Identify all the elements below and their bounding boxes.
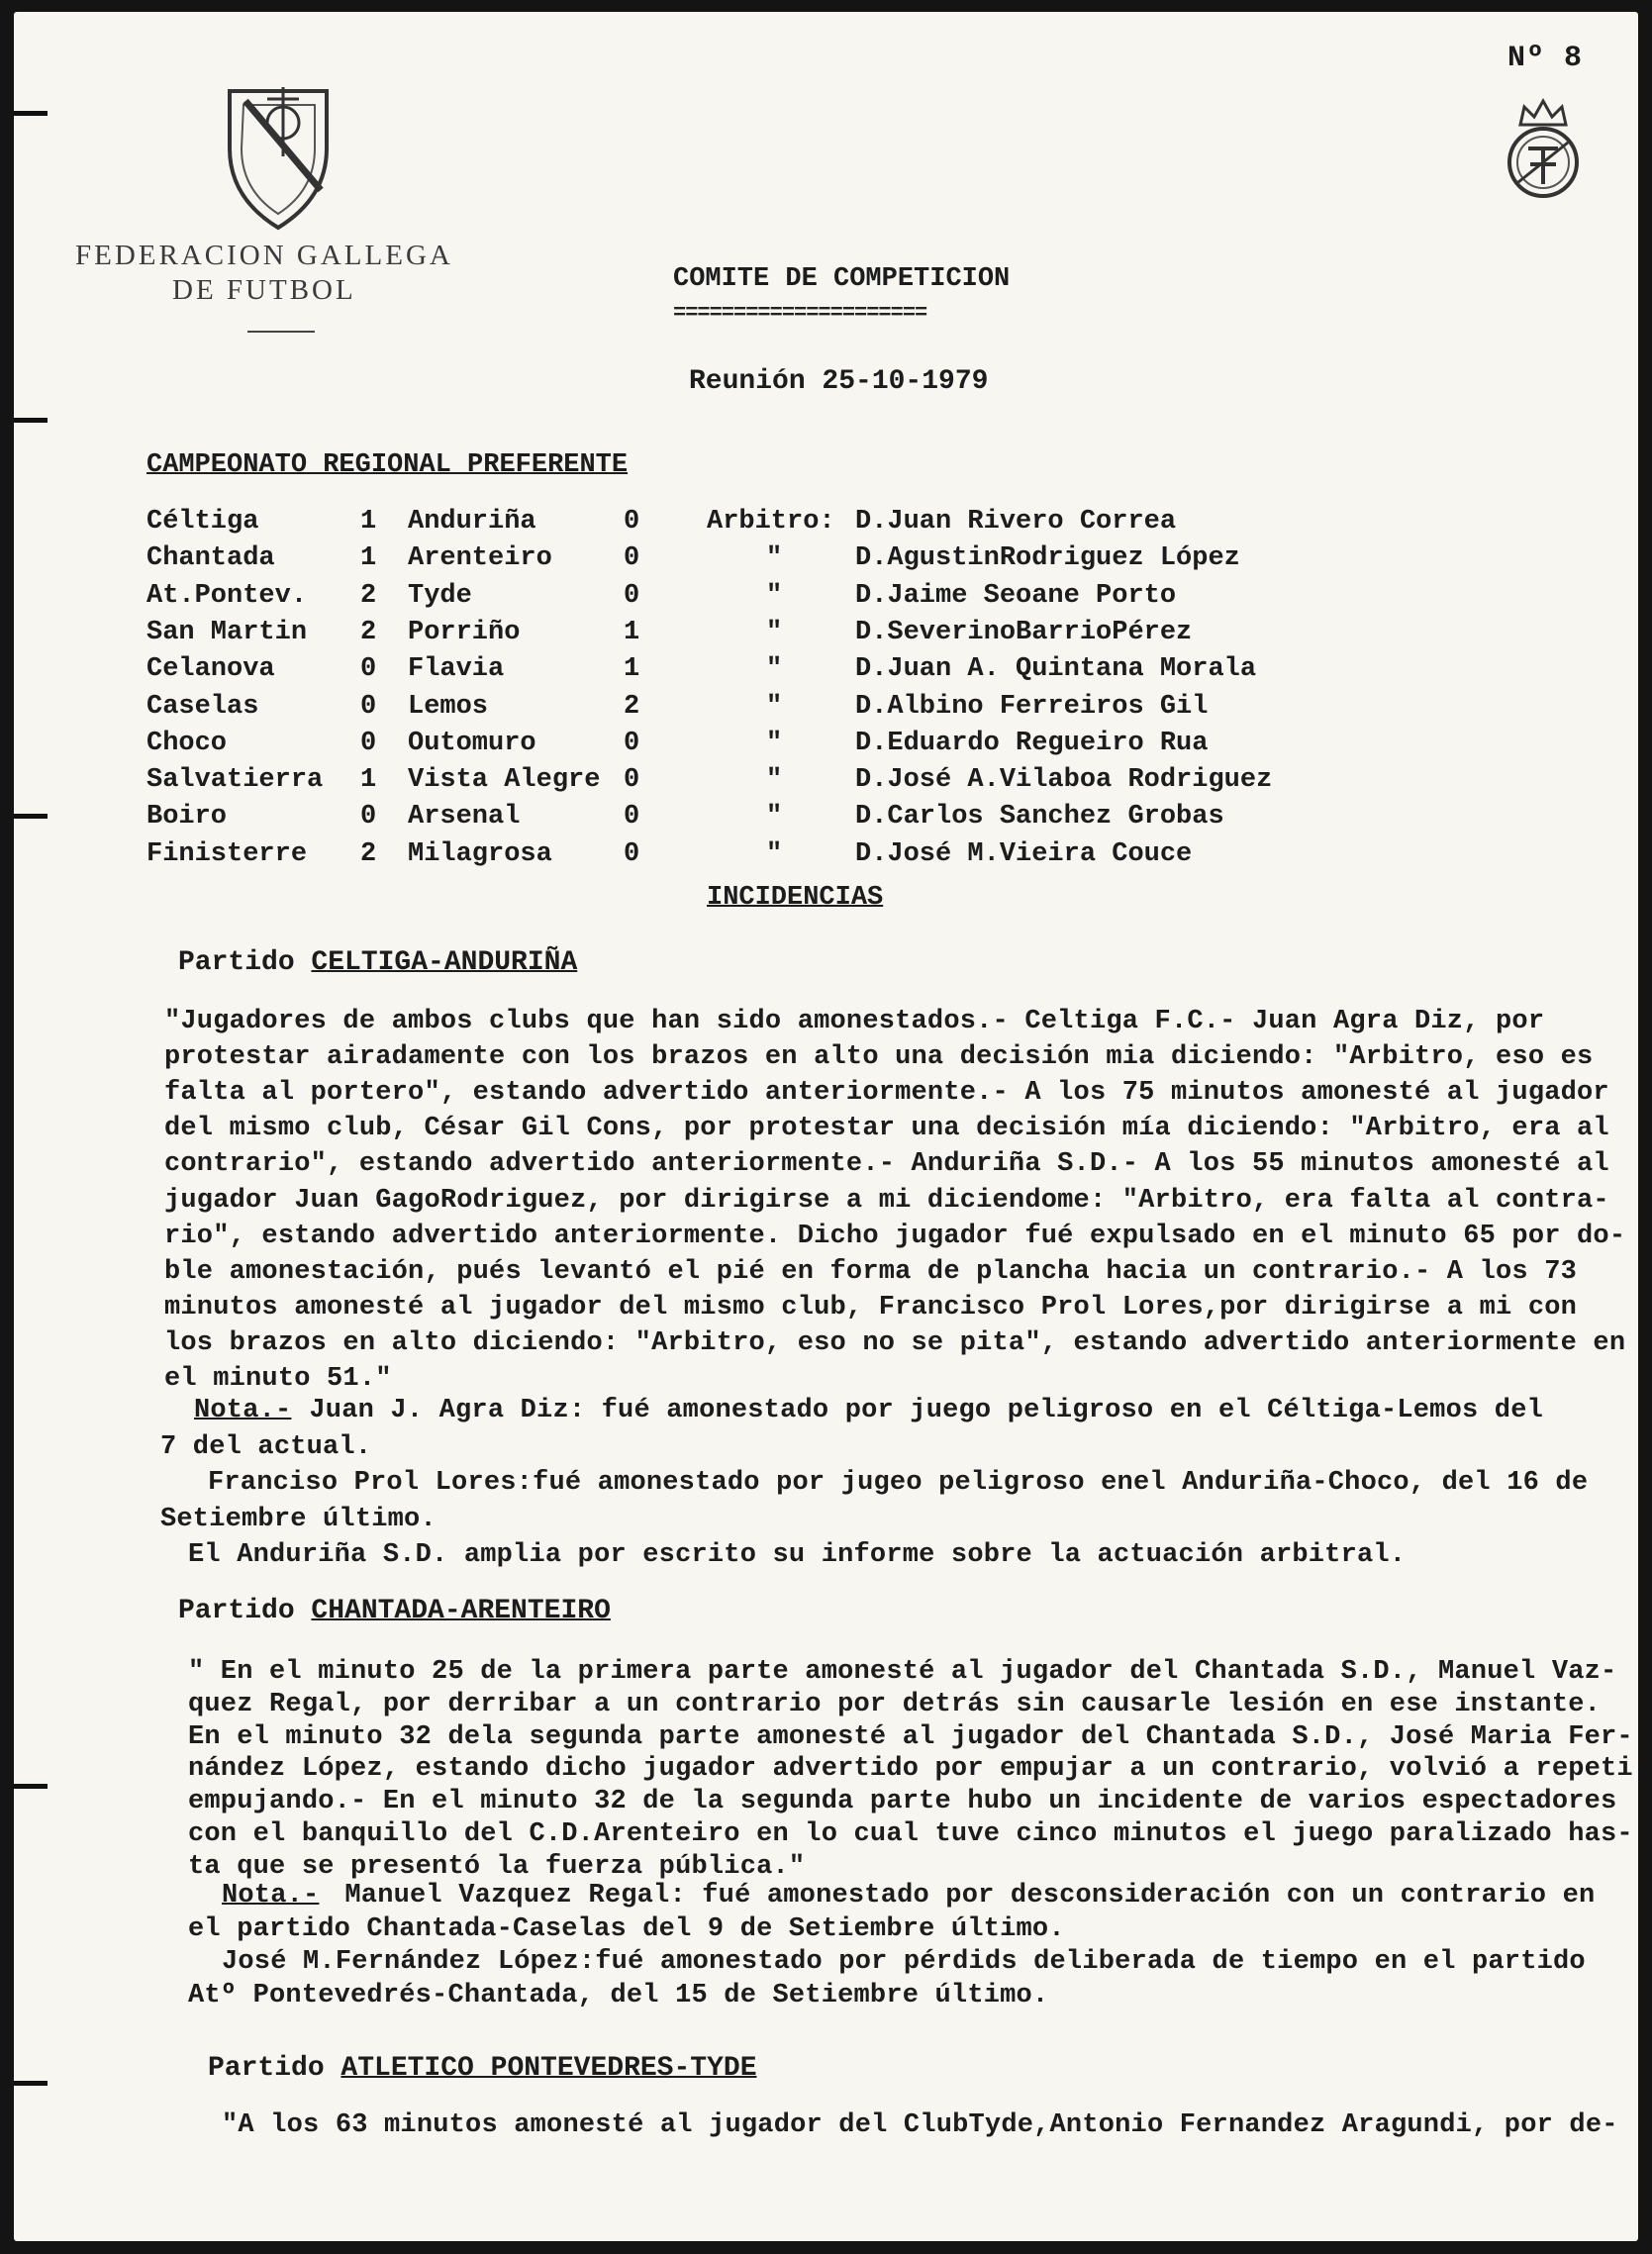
home-team: Caselas bbox=[146, 691, 259, 722]
document-page bbox=[14, 12, 1638, 2241]
report-line: protestar airadamente con los brazos en alto una decisión mia diciendo: "Arbitro, eso es bbox=[164, 1042, 1594, 1073]
away-team: Arsenal bbox=[408, 802, 521, 833]
away-goals: 1 bbox=[624, 617, 640, 647]
federation-rule bbox=[247, 331, 315, 333]
referee-mark: " bbox=[766, 580, 783, 611]
home-goals: 0 bbox=[360, 802, 377, 833]
referee-name: D.Jaime Seoane Porto bbox=[855, 580, 1177, 611]
home-goals: 0 bbox=[360, 728, 377, 758]
away-goals: 0 bbox=[624, 507, 640, 537]
referee-mark: " bbox=[766, 691, 783, 722]
report-line: con el banquillo del C.D.Arenteiro en lo cual tuve cinco minutos el juego paralizado has- bbox=[188, 1819, 1633, 1849]
home-goals: 2 bbox=[360, 580, 377, 611]
binding-mark bbox=[14, 814, 48, 819]
away-team: Lemos bbox=[408, 691, 489, 722]
match-title-celtiga-andurina bbox=[178, 947, 577, 978]
away-team: Tyde bbox=[408, 580, 472, 611]
report-line: nández López, estando dicho jugador advertido por empujar a un contrario, volvió a repeti bbox=[188, 1754, 1633, 1785]
home-goals: 1 bbox=[360, 543, 377, 574]
match-label: Partido bbox=[178, 1596, 312, 1626]
binding-mark bbox=[14, 1784, 48, 1789]
report-line: los brazos en alto diciendo: "Arbitro, eso no se pita", estando advertido anteriormente en bbox=[164, 1327, 1626, 1358]
nota-line: Atº Pontevedrés-Chantada, del 15 de Setiembre último. bbox=[188, 1980, 1049, 2010]
match-name: CHANTADA-ARENTEIRO bbox=[311, 1596, 611, 1626]
title-underline: ===================== bbox=[673, 301, 927, 326]
report-line: del mismo club, César Gil Cons, por protestar una decisión mía diciendo: "Arbitro, era al bbox=[164, 1114, 1609, 1144]
referee-name: D.Juan A. Quintana Morala bbox=[855, 654, 1257, 685]
away-team: Flavia bbox=[408, 654, 505, 685]
home-goals: 0 bbox=[360, 654, 377, 685]
match-title-chantada-arenteiro bbox=[178, 1596, 611, 1626]
home-team: San Martin bbox=[146, 617, 308, 647]
referee-name: D.AgustinRodriguez López bbox=[855, 543, 1240, 574]
home-team: Celanova bbox=[146, 654, 275, 685]
nota-line: el partido Chantada-Caselas del 9 de Setiembre último. bbox=[188, 1913, 1065, 1944]
crown-emblem-logo bbox=[1499, 93, 1588, 204]
away-goals: 0 bbox=[624, 765, 640, 796]
home-team: Finisterre bbox=[146, 838, 308, 869]
home-team: At.Pontev. bbox=[146, 580, 308, 611]
referee-mark: " bbox=[766, 838, 783, 869]
home-goals: 2 bbox=[360, 838, 377, 869]
away-goals: 1 bbox=[624, 654, 640, 685]
report-line: quez Regal, por derribar a un contrario por detrás sin causarle lesión en ese instante. bbox=[188, 1689, 1602, 1719]
report-line: contrario", estando advertido anteriormente.- Anduriña S.D.- A los 55 minutos amonesté al bbox=[164, 1149, 1609, 1180]
report-line: "Jugadores de ambos clubs que han sido amonestados.- Celtiga F.C.- Juan Agra Diz, por bbox=[164, 1007, 1545, 1036]
nota-line: Juan J. Agra Diz: fué amonestado por juego peligroso en el Céltiga-Lemos del bbox=[293, 1396, 1544, 1425]
federation-shield-logo bbox=[224, 79, 333, 236]
report-line: En el minuto 32 dela segunda parte amonesté al jugador del Chantada S.D., José Maria Fer- bbox=[188, 1721, 1633, 1752]
binding-mark bbox=[14, 2081, 48, 2086]
report-line: ble amonestación, pués levantó el pié en forma de plancha hacia un contrario.- A los 73 bbox=[164, 1256, 1578, 1287]
away-team: Milagrosa bbox=[408, 838, 552, 869]
report-line: ta que se presentó la fuerza pública." bbox=[188, 1851, 806, 1882]
report-line: " En el minuto 25 de la primera parte amonesté al jugador del Chantada S.D., Manuel Vaz- bbox=[188, 1657, 1617, 1687]
meeting-date: Reunión 25-10-1979 bbox=[689, 366, 989, 397]
match-label: Partido bbox=[208, 2053, 341, 2084]
match-title-atletico-tyde bbox=[208, 2053, 757, 2084]
nota-line: Manuel Vazquez Regal: fué amonestado por desconsideración con un contrario en bbox=[329, 1881, 1596, 1911]
referee-mark: " bbox=[766, 765, 783, 796]
home-team: Chantada bbox=[146, 543, 275, 574]
referee-name: D.José A.Vilaboa Rodriguez bbox=[855, 765, 1273, 796]
away-goals: 0 bbox=[624, 838, 640, 869]
report-line: jugador Juan GagoRodriguez, por dirigirse a mi diciendome: "Arbitro, era falta al contra- bbox=[164, 1185, 1609, 1216]
away-goals: 0 bbox=[624, 802, 640, 833]
home-goals: 2 bbox=[360, 617, 377, 647]
nota-line: Setiembre último. bbox=[160, 1504, 437, 1534]
match-name: ATLETICO PONTEVEDRES-TYDE bbox=[340, 2053, 757, 2084]
away-team: Porriño bbox=[408, 617, 521, 647]
referee-mark: " bbox=[766, 728, 783, 758]
away-goals: 0 bbox=[624, 728, 640, 758]
match-name: CELTIGA-ANDURIÑA bbox=[311, 947, 578, 978]
federation-name-line2: DE FUTBOL bbox=[172, 274, 356, 306]
referee-name: D.SeverinoBarrioPérez bbox=[855, 617, 1193, 647]
away-goals: 0 bbox=[624, 580, 640, 611]
home-team: Choco bbox=[146, 728, 228, 758]
page-number: Nº 8 bbox=[1506, 42, 1583, 75]
home-goals: 0 bbox=[360, 691, 377, 722]
referee-mark: " bbox=[766, 617, 783, 647]
home-team: Salvatierra bbox=[146, 765, 324, 796]
away-team: Anduriña bbox=[408, 507, 536, 537]
report-line: rio", estando advertido anteriormente. Dicho jugador fué expulsado en el minuto 65 por do- bbox=[164, 1221, 1626, 1251]
referee-mark: " bbox=[766, 543, 783, 574]
referee-name: D.Juan Rivero Correa bbox=[855, 507, 1177, 537]
report-line: el minuto 51." bbox=[164, 1364, 392, 1394]
nota-label: Nota.- bbox=[222, 1881, 320, 1911]
home-team: Boiro bbox=[146, 802, 228, 833]
championship-title: CAMPEONATO REGIONAL PREFERENTE bbox=[146, 450, 629, 480]
report-line: minutos amonesté al jugador del mismo club, Francisco Prol Lores,por dirigirse a mi con bbox=[164, 1292, 1578, 1323]
home-goals: 1 bbox=[360, 765, 377, 796]
away-team: Outomuro bbox=[408, 728, 536, 758]
nota-line: El Anduriña S.D. amplia por escrito su informe sobre la actuación arbitral. bbox=[188, 1540, 1407, 1570]
binding-mark bbox=[14, 418, 48, 423]
referee-name: D.José M.Vieira Couce bbox=[855, 838, 1193, 869]
nota-line: José M.Fernández López:fué amonestado por pérdids deliberada de tiempo en el partido bbox=[222, 1947, 1586, 1977]
referee-mark: " bbox=[766, 654, 783, 685]
home-goals: 1 bbox=[360, 507, 377, 537]
incidencias-heading: INCIDENCIAS bbox=[707, 883, 884, 913]
referee-name: D.Albino Ferreiros Gil bbox=[855, 691, 1209, 722]
referee-mark: " bbox=[766, 802, 783, 833]
referee-name: D.Carlos Sanchez Grobas bbox=[855, 802, 1224, 833]
nota-line: 7 del actual. bbox=[160, 1431, 372, 1462]
report-line: falta al portero", estando advertido anteriormente.- A los 75 minutos amonesté al jugador bbox=[164, 1078, 1609, 1109]
nota-line: Franciso Prol Lores:fué amonestado por jugeo peligroso enel Anduriña-Choco, del 16 de bbox=[208, 1468, 1589, 1498]
committee-title: COMITE DE COMPETICION bbox=[673, 264, 1011, 294]
nota-label: Nota.- bbox=[194, 1396, 292, 1425]
referee-mark: Arbitro: bbox=[707, 507, 835, 537]
report-line: "A los 63 minutos amonesté al jugador del ClubTyde,Antonio Fernandez Aragundi, por de- bbox=[222, 2110, 1618, 2140]
report-line: empujando.- En el minuto 32 de la segunda parte hubo un incidente de varios espectadores bbox=[188, 1787, 1617, 1817]
away-team: Vista Alegre bbox=[408, 765, 601, 796]
away-team: Arenteiro bbox=[408, 543, 552, 574]
away-goals: 2 bbox=[624, 691, 640, 722]
match-label: Partido bbox=[178, 947, 312, 978]
home-team: Céltiga bbox=[146, 507, 259, 537]
binding-mark bbox=[14, 111, 48, 116]
away-goals: 0 bbox=[624, 543, 640, 574]
referee-name: D.Eduardo Regueiro Rua bbox=[855, 728, 1209, 758]
federation-name-line1: FEDERACION GALLEGA bbox=[75, 240, 453, 271]
